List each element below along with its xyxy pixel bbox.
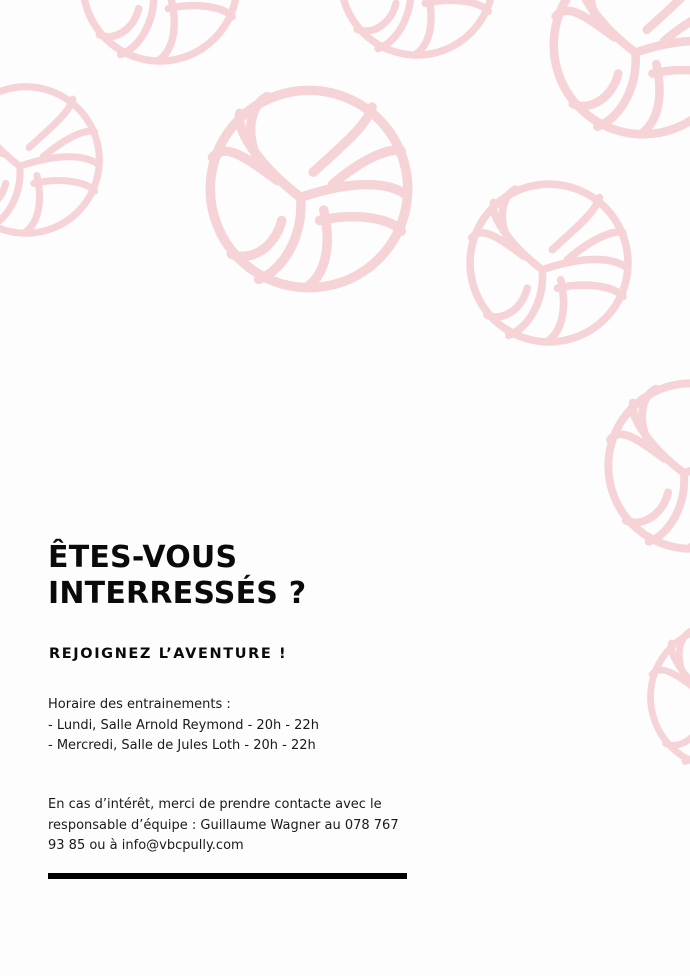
contact-paragraph bbox=[48, 795, 418, 857]
subtitle: REJOIGNEZ L’AVENTURE ! bbox=[49, 646, 288, 662]
divider-bar bbox=[48, 873, 407, 879]
contact-line: 93 85 ou à info@vbcpully.com bbox=[48, 838, 244, 853]
volleyball-icon bbox=[204, 84, 414, 294]
volleyball-icon bbox=[336, 0, 498, 60]
contact-line: responsable d’équipe : Guillaume Wagner au 078 767 bbox=[48, 817, 399, 833]
volleyball-icon bbox=[603, 378, 690, 554]
schedule-item: - Mercredi, Salle de Jules Loth - 20h - 22h bbox=[48, 738, 316, 753]
schedule-title: Horaire des entrainements : bbox=[48, 697, 231, 712]
training-schedule bbox=[48, 695, 319, 757]
title-line-2: INTERRESSÉS ? bbox=[48, 576, 307, 611]
volleyball-icon bbox=[0, 82, 104, 238]
volleyball-icon bbox=[78, 0, 242, 66]
volleyball-icon bbox=[465, 179, 633, 347]
volleyball-icon bbox=[548, 0, 690, 140]
title-line-1: ÊTES-VOUS bbox=[48, 540, 238, 575]
page-title bbox=[48, 540, 306, 612]
contact-line: En cas d’intérêt, merci de prendre contacte avec le bbox=[48, 797, 382, 812]
volleyball-icon bbox=[646, 622, 690, 772]
schedule-item: - Lundi, Salle Arnold Reymond - 20h - 22h bbox=[48, 717, 319, 733]
